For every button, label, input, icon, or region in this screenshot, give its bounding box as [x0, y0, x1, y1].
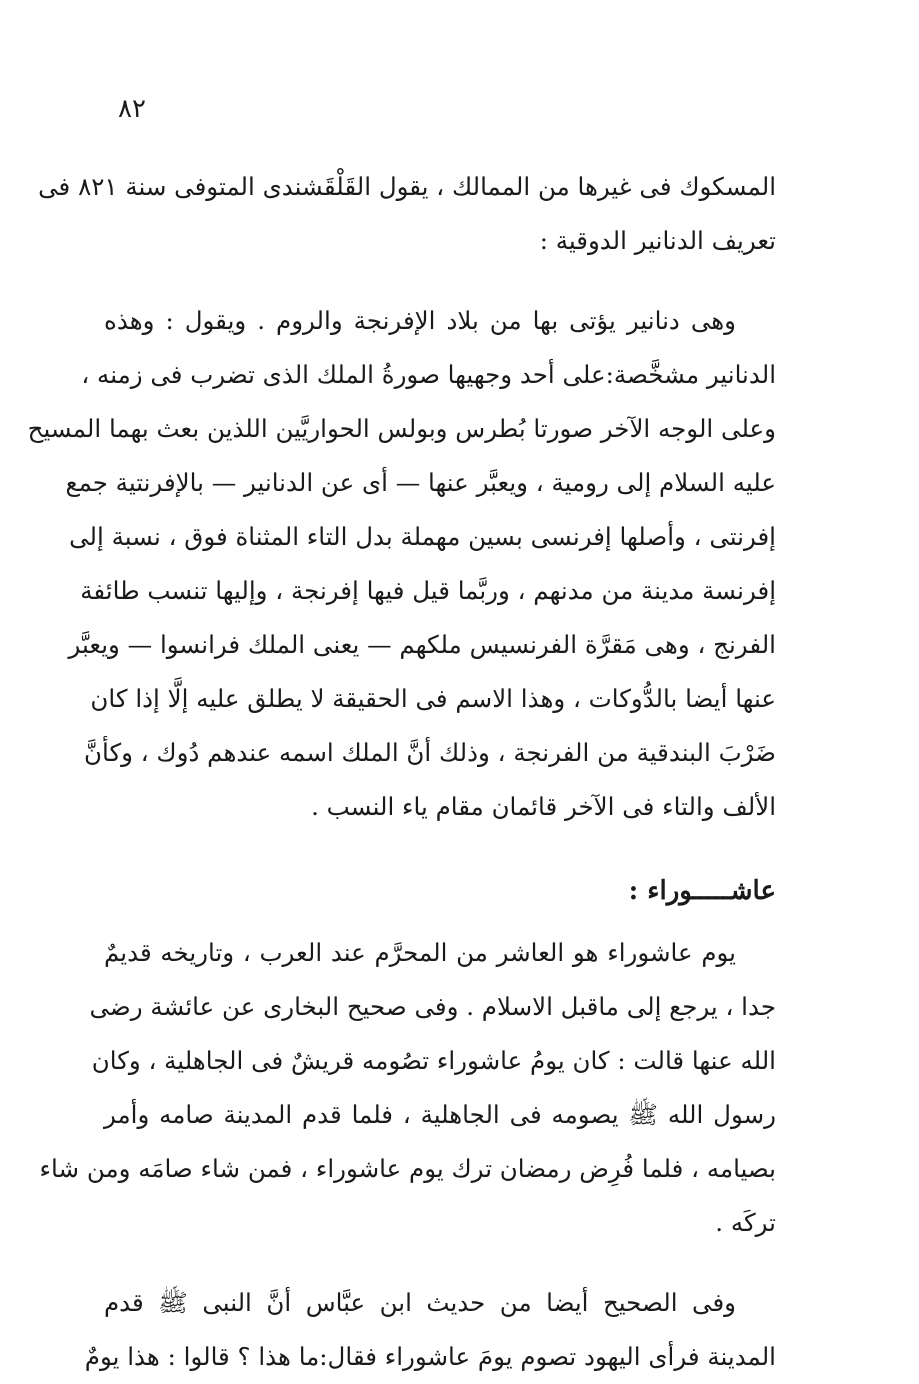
text-line: يوم عاشوراء هو العاشر من المحرَّم عند العرب ، وتاريخه قديمٌ [104, 938, 736, 967]
text-line: وفى الصحيح أيضا من حديث ابن عبَّاس أنَّ النبى ﷺ قدم [104, 1288, 736, 1317]
text-line: تعريف الدنانير الدوقية : [539, 226, 776, 255]
page-number: ٨٢ [118, 94, 146, 124]
text-line: عليه السلام إلى رومية ، ويعبَّر عنها — أى عن الدنانير — بالإفرنتية جمع [65, 468, 776, 497]
page-body [27, 160, 776, 1384]
text-line: وهى دنانير يؤتى بها من بلاد الإفرنجة والروم . ويقول : وهذه [104, 306, 736, 335]
text-line: إفرنتى ، وأصلها إفرنسى بسين مهملة بدل التاء المثناة فوق ، نسبة إلى [69, 522, 776, 551]
text-line: تركَه . [715, 1208, 776, 1237]
text-line: الدنانير مشخَّصة:على أحد وجهيها صورةُ الملك الذى تضرب فى زمنه ، [81, 360, 776, 389]
paragraph-ibn-abbas [84, 1276, 776, 1384]
text-line: الألف والتاء فى الآخر قائمان مقام ياء النسب . [311, 792, 776, 821]
paragraph-ashura [39, 926, 776, 1250]
text-line: الله عنها قالت : كان يومُ عاشوراء تصُومه قريشٌ فى الجاهلية ، وكان [91, 1046, 776, 1075]
text-line: جدا ، يرجع إلى ماقبل الاسلام . وفى صحيح البخارى عن عائشة رضى [89, 992, 776, 1021]
text-line: بصيامه ، فلما فُرِض رمضان ترك يوم عاشوراء ، فمن شاء صامَه ومن شاء [39, 1154, 776, 1183]
text-line: ضَرْبَ البندقية من الفرنجة ، وذلك أنَّ الملك اسمه عندهم دُوك ، وكأنَّ [83, 738, 776, 767]
text-line: المدينة فرأى اليهود تصوم يومَ عاشوراء فقال:ما هذا ؟ قالوا : هذا يومٌ [84, 1342, 776, 1371]
text-line: وعلى الوجه الآخر صورتا بُطرس وبولس الحواريَّين اللذين بعث بهما المسيح [27, 414, 776, 443]
section-heading: عاشـــــوراء : [628, 876, 776, 906]
text-line: الفرنج ، وهى مَقرَّة الفرنسيس ملكهم — يعنى الملك فرانسوا — ويعبَّر [68, 630, 776, 659]
text-line: عنها أيضا بالدُّوكات ، وهذا الاسم فى الحقيقة لا يطلق عليه إلَّا إذا كان [90, 684, 776, 713]
paragraph-ducat-definition [27, 294, 776, 834]
text-line: المسكوك فى غيرها من الممالك ، يقول القَلْقَشندى المتوفى سنة ٨٢١ فى [38, 172, 776, 201]
text-line: رسول الله ﷺ يصومه فى الجاهلية ، فلما قدم المدينة صامه وأمر [104, 1100, 776, 1129]
paragraph-intro [38, 160, 776, 268]
text-line: إفرنسة مدينة من مدنهم ، وربَّما قيل فيها إفرنجة ، وإليها تنسب طائفة [80, 576, 776, 605]
